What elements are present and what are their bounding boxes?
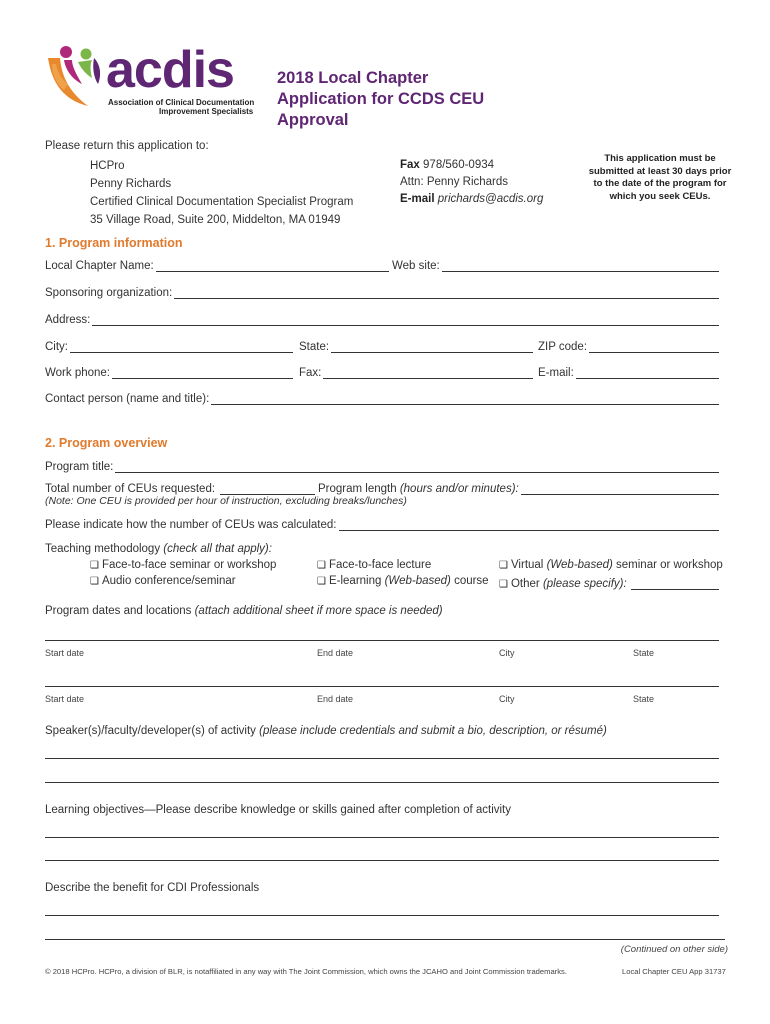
fax-field-label: Fax:	[299, 367, 322, 379]
speakers-line[interactable]	[45, 758, 719, 759]
return-address	[90, 157, 353, 229]
option-tail: course	[454, 575, 489, 587]
address-line: Penny Richards	[90, 178, 172, 190]
option-label: Audio conference/seminar	[101, 575, 236, 587]
website-row	[392, 256, 725, 272]
contact-field[interactable]	[211, 392, 719, 405]
col-city: City	[499, 694, 515, 704]
program-title-field[interactable]	[115, 460, 719, 473]
checkbox-icon[interactable]: ❑	[90, 576, 99, 587]
notice-line: submitted at least 30 days prior	[588, 165, 732, 177]
program-length-label	[318, 483, 519, 495]
notice-line: which you seek CEUs.	[609, 190, 711, 202]
notice-line: to the date of the program for	[593, 178, 727, 189]
dates-label	[45, 605, 443, 617]
program-title-row	[45, 457, 725, 473]
ceu-note: (Note: One CEU is provided per hour of instruction, excluding breaks/lunches)	[45, 495, 407, 507]
section-1-heading: 1. Program information	[45, 236, 183, 250]
option-hint: (Web-based)	[384, 575, 451, 587]
zip-row	[538, 337, 725, 353]
speakers-text: Speaker(s)/faculty/developer(s) of activity	[45, 725, 256, 737]
option-elearning[interactable]	[317, 575, 489, 587]
option-other	[499, 574, 725, 590]
option-label: Other	[510, 578, 540, 590]
acdis-logo	[42, 41, 257, 116]
contact-block	[400, 157, 543, 208]
state-label: State:	[299, 341, 330, 353]
state-field[interactable]	[331, 340, 533, 353]
zip-label: ZIP code:	[538, 341, 588, 353]
objectives-line[interactable]	[45, 837, 719, 838]
program-length-row	[318, 479, 725, 495]
work-phone-label: Work phone:	[45, 367, 110, 379]
benefit-line[interactable]	[45, 915, 719, 916]
benefit-label: Describe the benefit for CDI Professionals	[45, 882, 260, 894]
address-line: Certified Clinical Documentation Specialist Program	[90, 196, 354, 208]
notice-line: This application must be	[604, 153, 716, 164]
option-hint: (please specify):	[542, 578, 627, 590]
checkbox-icon[interactable]: ❑	[317, 560, 326, 571]
logo-wordmark: acdis	[106, 41, 234, 99]
option-label: E-learning	[328, 575, 382, 587]
total-ceus-field[interactable]	[220, 482, 315, 495]
attn-line: Attn: Penny Richards	[400, 176, 509, 188]
fax-field[interactable]	[323, 366, 533, 379]
program-length-text: Program length	[318, 483, 397, 495]
section-2-heading: 2. Program overview	[45, 436, 168, 450]
dates-line-2[interactable]	[45, 686, 719, 687]
dates-text: Program dates and locations	[45, 605, 192, 617]
teaching-text: Teaching methodology	[45, 543, 161, 555]
option-label: Face-to-face seminar or workshop	[101, 559, 277, 571]
fax-value: 978/560-0934	[423, 159, 495, 171]
logo-org-line1: Association of Clinical Documentation	[108, 98, 255, 107]
state-row	[299, 337, 539, 353]
checkbox-icon[interactable]: ❑	[499, 560, 508, 571]
speakers-line[interactable]	[45, 782, 719, 783]
address-line: HCPro	[90, 160, 125, 172]
option-hint: (Web-based)	[546, 559, 613, 571]
zip-field[interactable]	[589, 340, 719, 353]
col-start-date: Start date	[45, 648, 85, 658]
checkbox-icon[interactable]: ❑	[317, 576, 326, 587]
checkbox-icon[interactable]: ❑	[90, 560, 99, 571]
option-label: Face-to-face lecture	[328, 559, 432, 571]
col-end-date: End date	[317, 694, 354, 704]
email-row	[538, 363, 725, 379]
sponsor-label: Sponsoring organization:	[45, 287, 173, 299]
city-row	[45, 337, 299, 353]
logo-org-line2: Improvement Specialists	[159, 107, 254, 116]
title-line-1: 2018 Local Chapter	[277, 69, 429, 87]
calc-row	[45, 515, 725, 531]
title-line-3: Approval	[277, 111, 349, 129]
address-label: Address:	[45, 314, 91, 326]
benefit-line[interactable]	[45, 939, 725, 940]
city-field[interactable]	[70, 340, 293, 353]
col-city: City	[499, 648, 515, 658]
col-state: State	[633, 694, 655, 704]
teaching-hint: (check all that apply):	[163, 543, 272, 555]
col-start-date: Start date	[45, 694, 85, 704]
other-field[interactable]	[631, 577, 719, 590]
objectives-line[interactable]	[45, 860, 719, 861]
option-f2f-seminar[interactable]	[90, 559, 276, 571]
website-field[interactable]	[442, 259, 719, 272]
deadline-notice	[570, 153, 750, 203]
fax-row	[299, 363, 539, 379]
copyright: © 2018 HCPro. HCPro, a division of BLR, is notaffiliated in any way with The Joint Commission, which owns the JCAHO and Joint Commission trademarks.	[45, 967, 567, 976]
email-field[interactable]	[576, 366, 719, 379]
col-state: State	[633, 648, 655, 658]
program-length-field[interactable]	[521, 482, 719, 495]
return-intro: Please return this application to:	[45, 140, 209, 152]
continued-note: (Continued on other side)	[620, 944, 728, 955]
option-audio[interactable]	[90, 575, 236, 587]
sponsor-row	[45, 283, 725, 299]
total-ceus-row	[45, 479, 317, 495]
teaching-label	[45, 543, 272, 555]
city-label: City:	[45, 341, 68, 353]
calc-field[interactable]	[339, 518, 720, 531]
total-ceus-label: Total number of CEUs requested:	[45, 483, 216, 495]
objectives-label: Learning objectives—Please describe knowledge or skills gained after completion of activity	[45, 804, 511, 816]
contact-label: Contact person (name and title):	[45, 393, 210, 405]
fax-label: Fax	[400, 159, 420, 171]
logo-figure-icon	[42, 44, 110, 110]
dates-hint: (attach additional sheet if more space is needed)	[194, 605, 443, 617]
col-end-date: End date	[317, 648, 354, 658]
form-id: Local Chapter CEU App 31737	[622, 967, 726, 976]
option-f2f-lecture[interactable]	[317, 559, 431, 571]
email-value[interactable]: prichards@acdis.org	[437, 193, 544, 205]
address-field[interactable]	[92, 313, 719, 326]
local-chapter-row	[45, 256, 395, 272]
program-title-label: Program title:	[45, 461, 114, 473]
option-tail: seminar or workshop	[616, 559, 723, 571]
dates-line-1[interactable]	[45, 640, 719, 641]
option-virtual[interactable]	[499, 559, 723, 571]
address-line: 35 Village Road, Suite 200, Middelton, MA 01949	[90, 214, 341, 226]
sponsor-field[interactable]	[174, 286, 719, 299]
local-chapter-field[interactable]	[156, 259, 389, 272]
option-label: Virtual	[510, 559, 544, 571]
program-length-hint: (hours and/or minutes):	[399, 483, 519, 495]
address-row	[45, 310, 725, 326]
work-phone-field[interactable]	[112, 366, 293, 379]
email-label: E-mail	[400, 193, 435, 205]
page-title	[277, 68, 484, 131]
local-chapter-label: Local Chapter Name:	[45, 260, 154, 272]
speakers-hint: (please include credentials and submit a bio, description, or résumé)	[259, 725, 607, 737]
work-phone-row	[45, 363, 299, 379]
checkbox-icon[interactable]: ❑	[499, 579, 508, 590]
title-line-2: Application for CCDS CEU	[277, 90, 485, 108]
calc-label: Please indicate how the number of CEUs was calculated:	[45, 519, 337, 531]
contact-row	[45, 389, 725, 405]
email-field-label: E-mail:	[538, 367, 574, 379]
speakers-label	[45, 725, 607, 737]
website-label: Web site:	[392, 260, 440, 272]
